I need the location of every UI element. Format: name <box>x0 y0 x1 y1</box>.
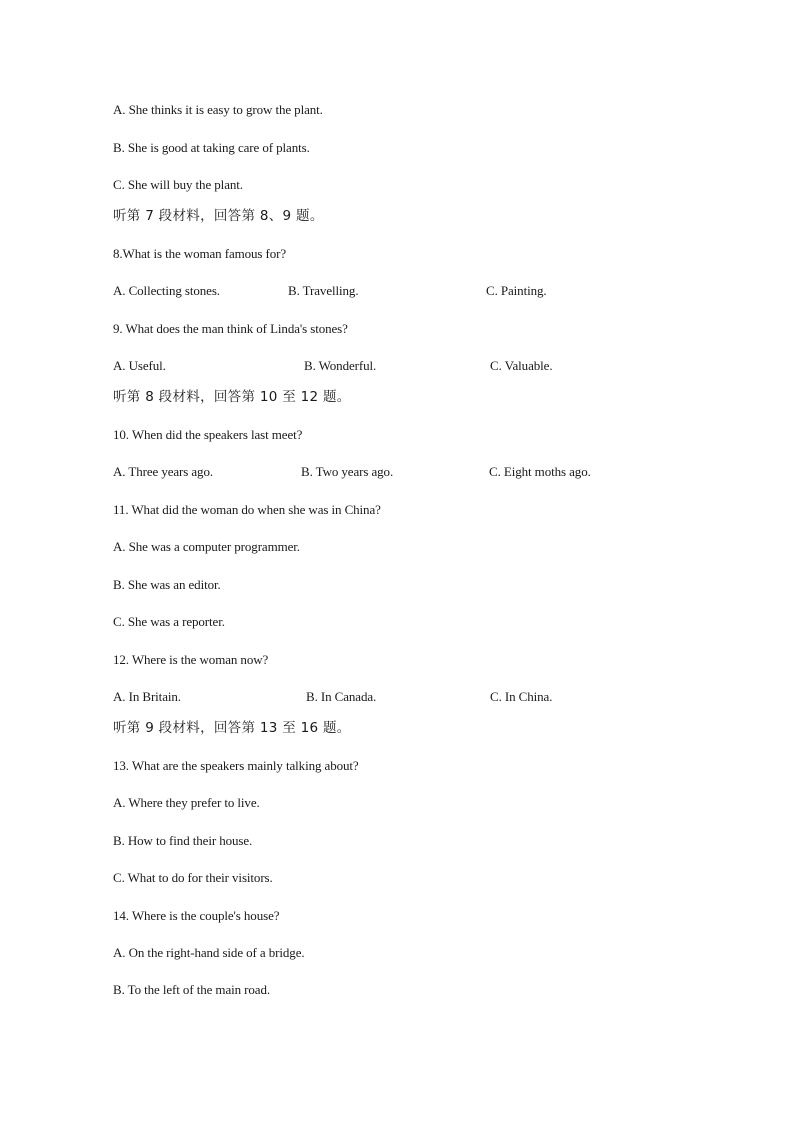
question-12: 12. Where is the woman now? <box>113 652 269 667</box>
question-11: 11. What did the woman do when she was in China? <box>113 502 381 517</box>
question-10: 10. When did the speakers last meet? <box>113 427 303 442</box>
option-line: A. She thinks it is easy to grow the plant. <box>113 102 323 117</box>
question-8-option-b: B. Travelling. <box>288 283 359 298</box>
question-13-option-c: C. What to do for their visitors. <box>113 870 273 885</box>
question-12-option-c: C. In China. <box>490 689 553 704</box>
question-9-option-b: B. Wonderful. <box>304 358 377 373</box>
question-12-option-a: A. In Britain. <box>113 689 181 704</box>
question-10-option-a: A. Three years ago. <box>113 464 214 479</box>
question-10-option-b: B. Two years ago. <box>301 464 394 479</box>
option-line: C. She will buy the plant. <box>113 177 243 192</box>
question-9: 9. What does the man think of Linda's stones? <box>113 321 348 336</box>
question-14: 14. Where is the couple's house? <box>113 908 280 923</box>
section-heading: 听第 7 段材料，回答第 8、9 题。 <box>113 208 324 224</box>
question-11-option-a: A. She was a computer programmer. <box>113 539 300 554</box>
question-13-option-a: A. Where they prefer to live. <box>113 795 260 810</box>
question-9-option-a: A. Useful. <box>113 358 166 373</box>
section-heading: 听第 8 段材料，回答第 10 至 12 题。 <box>113 389 351 405</box>
question-14-option-a: A. On the right-hand side of a bridge. <box>113 945 305 960</box>
question-13: 13. What are the speakers mainly talking about? <box>113 758 359 773</box>
question-13-option-b: B. How to find their house. <box>113 833 253 848</box>
question-11-option-b: B. She was an editor. <box>113 577 221 592</box>
question-8-option-a: A. Collecting stones. <box>113 283 220 298</box>
question-10-option-c: C. Eight moths ago. <box>489 464 591 479</box>
question-8: 8.What is the woman famous for? <box>113 246 287 261</box>
option-line: B. She is good at taking care of plants. <box>113 140 310 155</box>
question-11-option-c: C. She was a reporter. <box>113 614 225 629</box>
question-8-option-c: C. Painting. <box>486 283 547 298</box>
question-12-option-b: B. In Canada. <box>306 689 377 704</box>
question-9-option-c: C. Valuable. <box>490 358 553 373</box>
question-14-option-b: B. To the left of the main road. <box>113 982 271 997</box>
section-heading: 听第 9 段材料，回答第 13 至 16 题。 <box>113 720 351 736</box>
